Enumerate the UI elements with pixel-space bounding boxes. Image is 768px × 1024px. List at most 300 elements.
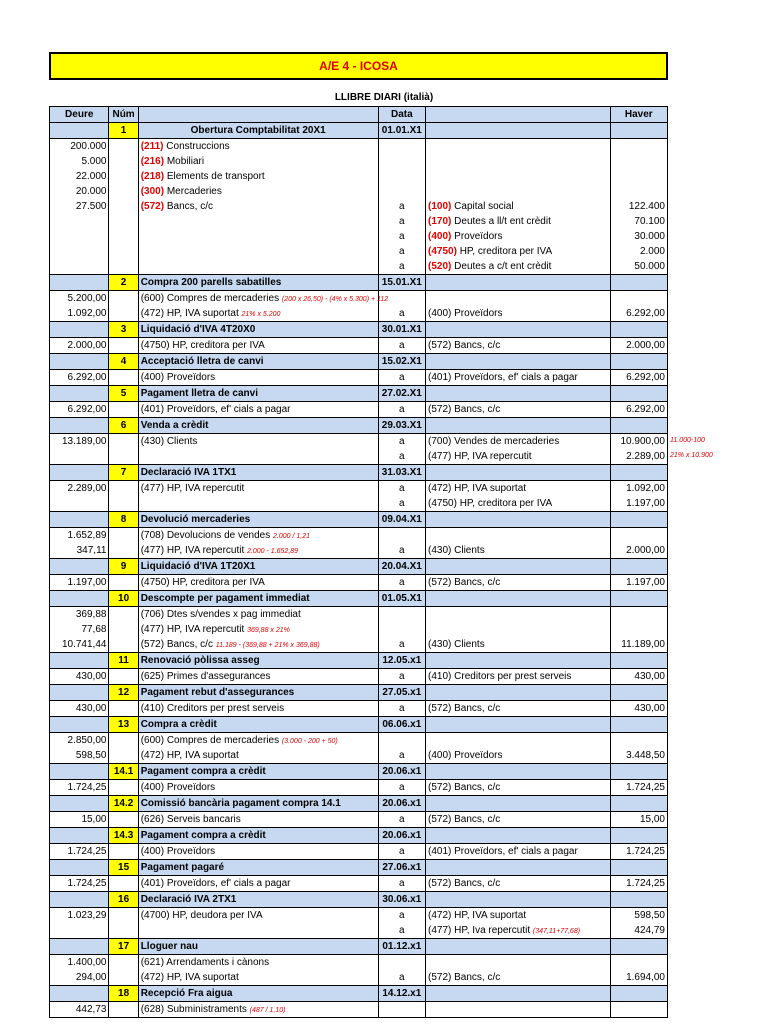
num-cell (109, 214, 138, 229)
haver-description-cell (426, 986, 610, 1002)
journal-line (50, 528, 668, 544)
account-name: (572) Bancs, c/c (428, 703, 501, 714)
entry-header-row (50, 892, 668, 908)
haver-description-cell (426, 559, 610, 575)
debit-account (138, 496, 378, 512)
deure-cell (50, 653, 109, 669)
debit-account (138, 923, 378, 939)
entry-description: Declaració IVA 1TX1 (138, 465, 378, 481)
account-code: (520) (428, 261, 452, 272)
credit-account (426, 139, 610, 155)
debit-account (138, 844, 378, 860)
account-name: (400) Proveïdors (428, 750, 503, 761)
deure-cell (50, 386, 109, 402)
deure-amount: 1.092,00 (50, 306, 109, 322)
credit-account (426, 1002, 610, 1018)
haver-cell (610, 275, 668, 291)
entry-date: 20.06.x1 (378, 796, 425, 812)
num-cell (109, 970, 138, 986)
deure-amount: 442,73 (50, 1002, 109, 1018)
entry-number: 13 (109, 717, 138, 733)
account-name: (600) Compres de mercaderies (140, 292, 280, 304)
debit-account (138, 669, 378, 685)
journal-line (50, 780, 668, 796)
haver-cell (610, 685, 668, 701)
deure-amount (50, 259, 109, 275)
journal-subtitle: LLIBRE DIARI (italià) (334, 92, 434, 103)
account-name: (400) Proveïdors (140, 372, 216, 383)
num-cell (109, 844, 138, 860)
entry-date: 31.03.X1 (378, 465, 425, 481)
deure-amount: 294,00 (50, 970, 109, 986)
num-cell (109, 199, 138, 214)
num-cell (109, 923, 138, 939)
journal-line (50, 184, 668, 199)
num-cell (109, 780, 138, 796)
journal-line (50, 244, 668, 259)
entry-number: 3 (109, 322, 138, 338)
haver-amount (610, 169, 668, 184)
journal-line (50, 481, 668, 497)
a-marker: a (378, 244, 425, 259)
a-marker (378, 1002, 425, 1018)
entry-date: 27.02.X1 (378, 386, 425, 402)
journal-line (50, 214, 668, 229)
debit-account (138, 780, 378, 796)
haver-amount: 424,79 (610, 923, 668, 939)
account-name: (628) Subministraments (140, 1003, 247, 1015)
debit-account (138, 607, 378, 623)
entry-description: Compra 200 parells sabatilles (138, 275, 378, 291)
side-calc-note: 11.000-100 (670, 436, 705, 444)
entry-date: 15.01.X1 (378, 275, 425, 291)
num-cell (109, 244, 138, 259)
entry-header-row (50, 717, 668, 733)
entry-number: 11 (109, 653, 138, 669)
entry-header-row (50, 591, 668, 607)
account-name: (472) HP, IVA suportat (428, 483, 527, 494)
journal-line (50, 229, 668, 244)
account-name: Deutes a c/t ent crèdit (454, 261, 552, 272)
a-marker: a (378, 229, 425, 244)
entry-header-row (50, 322, 668, 338)
credit-account (426, 748, 610, 764)
entry-date: 01.01.X1 (378, 123, 425, 139)
account-name: Construccions (166, 141, 230, 152)
entry-description: Recepció Fra aigua (138, 986, 378, 1002)
deure-amount: 1.724,25 (50, 780, 109, 796)
haver-amount: 2.000 (610, 244, 668, 259)
account-name: (572) Bancs, c/c (428, 404, 501, 415)
haver-amount: 11.189,00 (610, 637, 668, 653)
credit-account (426, 669, 610, 685)
debit-account (138, 481, 378, 497)
entry-description: Pagament rebut d'assegurances (138, 685, 378, 701)
document-title: A/E 4 - ICOSA (49, 52, 668, 80)
journal-line (50, 669, 668, 685)
credit-account (426, 607, 610, 623)
entry-date: 20.04.X1 (378, 559, 425, 575)
num-cell (109, 733, 138, 749)
calc-note: (347,11+77,68) (532, 927, 581, 935)
haver-amount: 598,50 (610, 908, 668, 924)
account-name: (708) Devolucions de vendes (140, 529, 271, 541)
debit-account (138, 876, 378, 892)
haver-amount (610, 528, 668, 544)
deure-cell (50, 354, 109, 370)
num-cell (109, 259, 138, 275)
debit-account (138, 748, 378, 764)
haver-amount: 6.292,00 (610, 306, 668, 322)
entry-number: 14.3 (109, 828, 138, 844)
credit-account (426, 812, 610, 828)
journal-line (50, 622, 668, 637)
account-name: (572) Bancs, c/c (428, 577, 501, 588)
num-cell (109, 434, 138, 450)
credit-account (426, 402, 610, 418)
entry-number: 2 (109, 275, 138, 291)
account-code: (300) (140, 186, 165, 197)
haver-description-cell (426, 828, 610, 844)
deure-amount (50, 214, 109, 229)
account-name: (410) Creditors per prest serveis (428, 671, 572, 682)
deure-amount: 430,00 (50, 701, 109, 717)
entry-description: Devolució mercaderies (138, 512, 378, 528)
deure-amount: 20.000 (50, 184, 109, 199)
credit-account (426, 528, 610, 544)
a-marker (378, 622, 425, 637)
credit-account (426, 955, 610, 971)
deure-cell (50, 559, 109, 575)
debit-account (138, 908, 378, 924)
side-calc-note: 21% x 10.900 (670, 452, 713, 459)
num-cell (109, 306, 138, 322)
debit-account (138, 259, 378, 275)
entry-number: 5 (109, 386, 138, 402)
journal-line (50, 923, 668, 939)
haver-amount: 6.292,00 (610, 402, 668, 418)
entry-number: 14.2 (109, 796, 138, 812)
credit-account (426, 701, 610, 717)
haver-cell (610, 354, 668, 370)
account-name: (477) HP, IVA repercutit (428, 451, 532, 462)
entry-number: 12 (109, 685, 138, 701)
haver-amount (610, 184, 668, 199)
entry-date: 30.06.x1 (378, 892, 425, 908)
debit-account (138, 184, 378, 199)
account-name: (477) HP, IVA repercutit (140, 483, 245, 494)
credit-account (426, 908, 610, 924)
account-name: (472) HP, IVA suportat (428, 910, 527, 921)
entry-date: 15.02.X1 (378, 354, 425, 370)
haver-amount (610, 154, 668, 169)
entry-number: 7 (109, 465, 138, 481)
entry-description: Acceptació lletra de canvi (138, 354, 378, 370)
debit-account (138, 812, 378, 828)
haver-amount (610, 733, 668, 749)
num-cell (109, 291, 138, 307)
haver-description-cell (426, 764, 610, 780)
haver-description-cell (426, 354, 610, 370)
haver-cell (610, 828, 668, 844)
num-cell (109, 154, 138, 169)
calc-note: (487 / 1,10) (249, 1006, 286, 1014)
haver-cell (610, 764, 668, 780)
journal-line (50, 543, 668, 559)
haver-description-cell (426, 512, 610, 528)
haver-cell (610, 892, 668, 908)
credit-account (426, 780, 610, 796)
entry-date: 27.06.x1 (378, 860, 425, 876)
credit-account (426, 449, 610, 465)
haver-amount: 1.694,00 (610, 970, 668, 986)
num-cell (109, 481, 138, 497)
deure-cell (50, 860, 109, 876)
num-cell (109, 528, 138, 544)
a-marker: a (378, 812, 425, 828)
haver-cell (610, 559, 668, 575)
entry-description: Renovació pòlissa asseg (138, 653, 378, 669)
journal-line (50, 970, 668, 986)
debit-account (138, 637, 378, 653)
entry-number: 8 (109, 512, 138, 528)
account-name: Capital social (454, 201, 514, 212)
account-code: (170) (428, 216, 452, 227)
num-cell (109, 575, 138, 591)
haver-description-cell (426, 796, 610, 812)
entry-header-row (50, 354, 668, 370)
deure-amount: 598,50 (50, 748, 109, 764)
debit-account (138, 402, 378, 418)
a-marker: a (378, 214, 425, 229)
haver-amount: 1.092,00 (610, 481, 668, 497)
entry-header-row (50, 685, 668, 701)
journal-line (50, 259, 668, 275)
entry-header-row (50, 512, 668, 528)
account-name: (430) Clients (140, 436, 198, 447)
a-marker: a (378, 908, 425, 924)
num-cell (109, 701, 138, 717)
a-marker: a (378, 259, 425, 275)
journal-line (50, 291, 668, 307)
a-marker: a (378, 370, 425, 386)
calc-note: (200 x 26,50) - (4% x 5.300) + 112 (281, 295, 389, 303)
a-marker: a (378, 575, 425, 591)
journal-line (50, 733, 668, 749)
deure-amount: 2.000,00 (50, 338, 109, 354)
account-name: (410) Creditors per prest serveis (140, 703, 285, 714)
haver-cell (610, 796, 668, 812)
entry-header-row (50, 939, 668, 955)
journal-line (50, 908, 668, 924)
entry-header-row (50, 986, 668, 1002)
journal-line (50, 139, 668, 155)
haver-amount (610, 607, 668, 623)
account-name: (572) Bancs, c/c (140, 638, 213, 650)
table-header (50, 107, 668, 123)
deure-cell (50, 465, 109, 481)
entry-header-row (50, 275, 668, 291)
a-marker (378, 169, 425, 184)
haver-cell (610, 986, 668, 1002)
account-name: (401) Proveïdors, ef' cials a pagar (140, 404, 291, 415)
entry-description: Descompte per pagament immediat (138, 591, 378, 607)
a-marker: a (378, 748, 425, 764)
deure-cell (50, 796, 109, 812)
deure-amount: 6.292,00 (50, 402, 109, 418)
header-haver: Haver (610, 107, 668, 123)
a-marker (378, 607, 425, 623)
num-cell (109, 370, 138, 386)
debit-account (138, 306, 378, 322)
haver-cell (610, 386, 668, 402)
journal-line (50, 434, 668, 450)
deure-amount (50, 496, 109, 512)
haver-amount: 10.900,00 (610, 434, 668, 450)
journal-line (50, 496, 668, 512)
deure-amount: 1.724,25 (50, 844, 109, 860)
deure-amount: 15,00 (50, 812, 109, 828)
debit-account (138, 970, 378, 986)
account-name: HP, creditora per IVA (459, 246, 553, 257)
credit-account (426, 229, 610, 244)
account-code: (4750) (428, 246, 457, 257)
a-marker (378, 733, 425, 749)
haver-amount (610, 955, 668, 971)
deure-cell (50, 717, 109, 733)
haver-cell (610, 512, 668, 528)
entry-number: 1 (109, 123, 138, 139)
calc-note: 2.000 - 1.652,89 (247, 547, 299, 555)
a-marker: a (378, 338, 425, 354)
haver-description-cell (426, 322, 610, 338)
credit-account (426, 338, 610, 354)
haver-description-cell (426, 275, 610, 291)
a-marker (378, 154, 425, 169)
account-code: (400) (428, 231, 452, 242)
deure-cell (50, 685, 109, 701)
num-cell (109, 669, 138, 685)
debit-account (138, 199, 378, 214)
entry-date: 01.05.X1 (378, 591, 425, 607)
credit-account (426, 199, 610, 214)
credit-account (426, 214, 610, 229)
deure-amount: 10.741,44 (50, 637, 109, 653)
haver-amount: 30.000 (610, 229, 668, 244)
calc-note: 369,88 x 21% (247, 626, 290, 634)
journal-line (50, 169, 668, 184)
account-name: Mercaderies (166, 186, 222, 197)
deure-amount: 1.197,00 (50, 575, 109, 591)
haver-cell (610, 717, 668, 733)
debit-account (138, 214, 378, 229)
account-name: (400) Proveïdors (140, 846, 216, 857)
entry-description: Pagament compra a crèdit (138, 828, 378, 844)
account-code: (218) (140, 171, 165, 182)
credit-account (426, 923, 610, 939)
num-cell (109, 449, 138, 465)
debit-account (138, 139, 378, 155)
a-marker: a (378, 637, 425, 653)
a-marker: a (378, 970, 425, 986)
credit-account (426, 184, 610, 199)
account-code: (572) (140, 201, 165, 212)
credit-account (426, 154, 610, 169)
header-deure: Deure (50, 107, 109, 123)
deure-cell (50, 986, 109, 1002)
journal-table (49, 106, 668, 1018)
haver-description-cell (426, 386, 610, 402)
haver-amount (610, 291, 668, 307)
account-name: (472) HP, IVA suportat (140, 972, 239, 983)
account-name: (572) Bancs, c/c (428, 972, 501, 983)
header-num: Núm (109, 107, 138, 123)
entry-number: 16 (109, 892, 138, 908)
header-desc2 (426, 107, 610, 123)
entry-date: 20.06.x1 (378, 764, 425, 780)
num-cell (109, 748, 138, 764)
entry-header-row (50, 386, 668, 402)
account-name: (472) HP, IVA suportat (140, 307, 239, 319)
num-cell (109, 169, 138, 184)
account-code: (216) (140, 156, 165, 167)
account-name: (430) Clients (428, 639, 485, 650)
account-name: (472) HP, IVA suportat (140, 750, 239, 761)
deure-amount: 1.023,29 (50, 908, 109, 924)
deure-amount: 5.000 (50, 154, 109, 169)
a-marker (378, 139, 425, 155)
credit-account (426, 970, 610, 986)
debit-account (138, 338, 378, 354)
deure-cell (50, 512, 109, 528)
deure-amount: 200.000 (50, 139, 109, 155)
deure-amount: 1.400,00 (50, 955, 109, 971)
debit-account (138, 575, 378, 591)
credit-account (426, 306, 610, 322)
haver-description-cell (426, 465, 610, 481)
calc-note: 2.000 / 1,21 (273, 532, 310, 540)
deure-cell (50, 322, 109, 338)
haver-amount: 1.724,25 (610, 876, 668, 892)
account-name: (4750) HP, creditora per IVA (140, 577, 265, 588)
a-marker: a (378, 306, 425, 322)
account-name: (572) Bancs, c/c (428, 782, 501, 793)
deure-amount: 369,88 (50, 607, 109, 623)
debit-account (138, 733, 378, 749)
entry-date: 29.03.X1 (378, 418, 425, 434)
haver-amount: 122.400 (610, 199, 668, 214)
account-name: Bancs, c/c (166, 201, 213, 212)
account-name: (625) Primes d'assegurances (140, 671, 271, 682)
journal-line (50, 748, 668, 764)
journal-line (50, 955, 668, 971)
num-cell (109, 139, 138, 155)
account-name: (400) Proveïdors (428, 308, 503, 319)
account-name: Elements de transport (166, 171, 265, 182)
account-name: (401) Proveïdors, ef' cials a pagar (428, 372, 578, 383)
credit-account (426, 291, 610, 307)
haver-amount: 430,00 (610, 701, 668, 717)
credit-account (426, 543, 610, 559)
haver-cell (610, 123, 668, 139)
haver-description-cell (426, 717, 610, 733)
deure-cell (50, 764, 109, 780)
account-name: Deutes a ll/t ent crèdit (454, 216, 551, 227)
journal-line (50, 402, 668, 418)
account-name: (477) HP, IVA repercutit (140, 623, 245, 635)
entry-header-row (50, 123, 668, 139)
entry-header-row (50, 418, 668, 434)
